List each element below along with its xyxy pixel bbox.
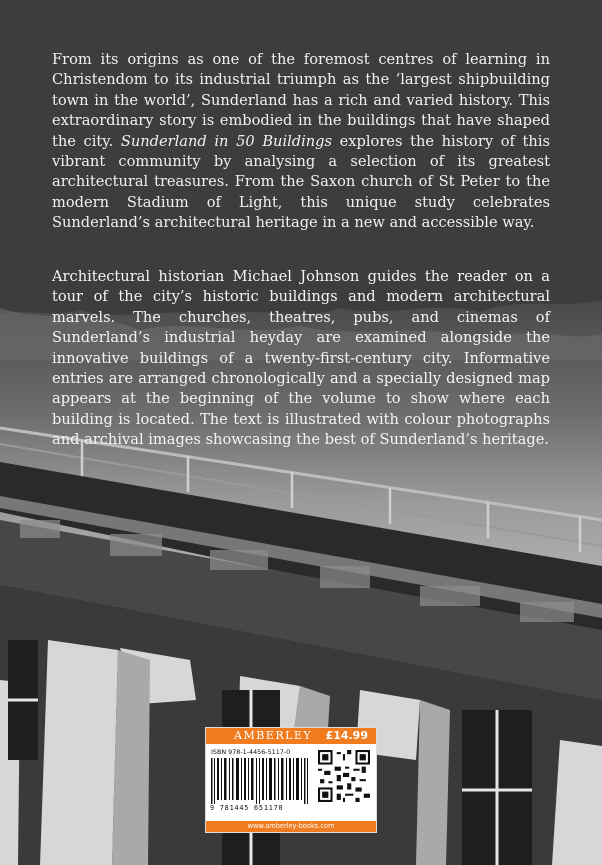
price-label: £14.99 xyxy=(325,729,368,742)
publisher-url[interactable]: www.amberley-books.com xyxy=(206,821,376,832)
isbn-label: ISBN 978-1-4456-5117-0 xyxy=(211,748,291,756)
barcode-panel xyxy=(205,727,377,833)
publisher-bar xyxy=(206,728,376,744)
barcode-digits: 9 781445 651170 xyxy=(210,804,284,812)
para1-run-1: From its origins as one of the foremost centres of learning in Christendom to its industrial triumph as the ‘largest shipbuilding town in the world’, Sunderland has a rich and varied history. This extraordinary story is embodied in the buildings that have shaped the city. xyxy=(52,51,550,150)
publisher-name: AMBERLEY xyxy=(234,729,313,742)
qr-code-icon xyxy=(318,750,370,802)
barcode-icon xyxy=(211,758,311,804)
para1-run-3: explores the history of this vibrant community by analysing a selection of its greatest architectural treasures. From the Saxon church of St Peter to the modern Stadium of Light, this unique study celebrates Sunderland’s architectural heritage in a new and accessible way. xyxy=(52,132,550,232)
description-paragraph-1 xyxy=(52,50,550,234)
book-title-italic: Sunderland in 50 Buildings xyxy=(120,132,333,150)
description-paragraph-2: Architectural historian Michael Johnson guides the reader on a tour of the city’s historic buildings and modern architectural marvels. The churches, theatres, pubs, and cinemas of Sunderland’s industrial heyday are examined alongside the innovative buildings of a twenty-first-century city. Informative entries are arranged chronologically and a specially designed map appears at the beginning of the volume to show where each building is located. The text is illustrated with colour photographs and archival images showcasing the best of Sunderland’s heritage. xyxy=(52,268,550,449)
